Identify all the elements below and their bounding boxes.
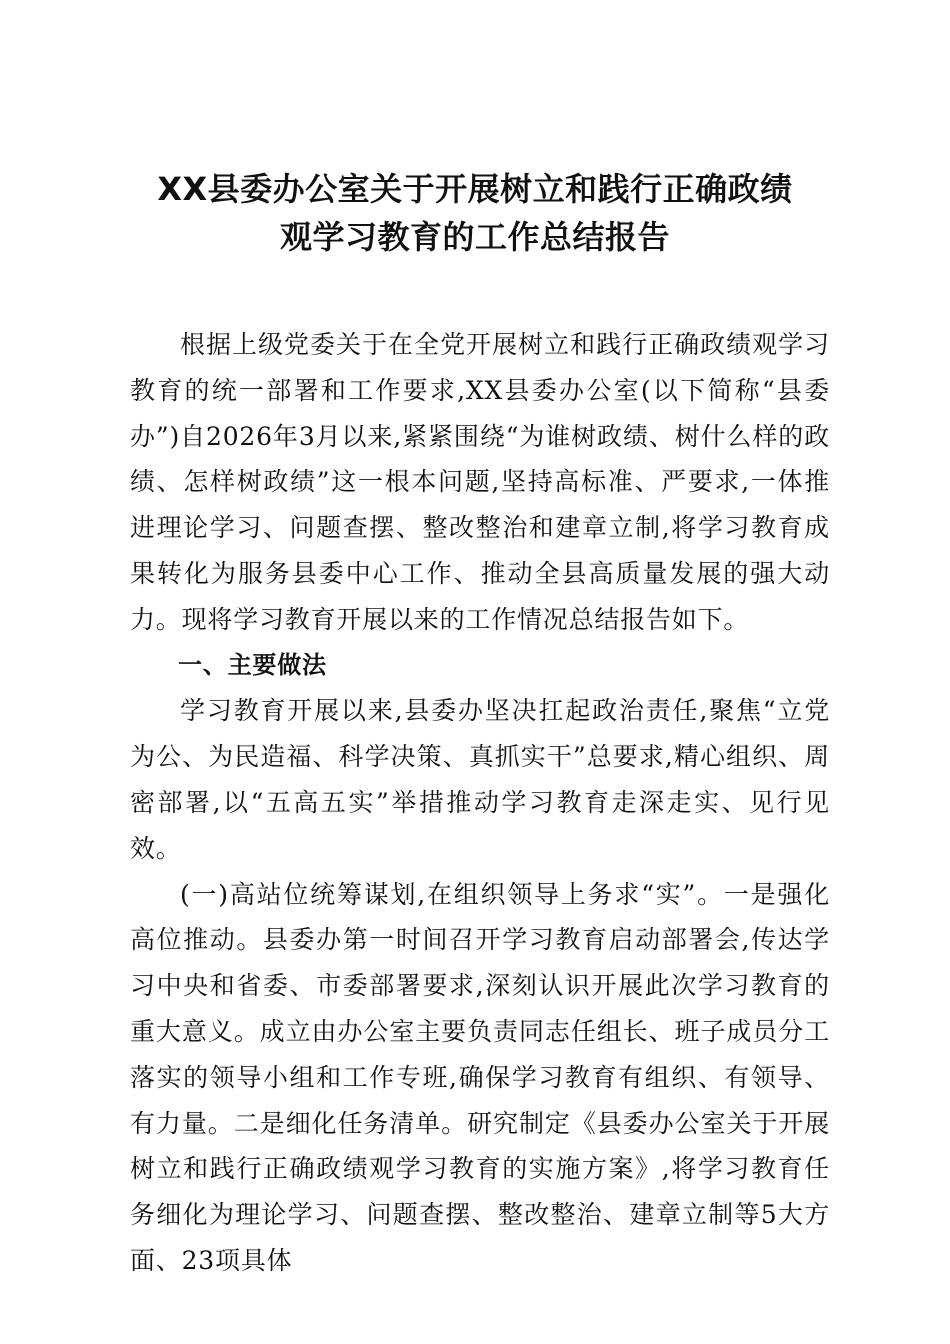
document-title-line-2: 观学习教育的工作总结报告 [279,218,670,256]
section-overview-paragraph: 学习教育开展以来,县委办坚决扛起政治责任,聚焦“立党为公、为民造福、科学决策、真抓实干”总要求,精心组织、周密部署,以“五高五实”举措推动学习教育走深走实、见行见效。 [130,696,830,863]
document-title [120,165,830,261]
document-body [130,322,830,1284]
document-title-line-1: XX县委办公室关于开展树立和践行正确政绩 [157,170,793,208]
subsection-1-paragraph: (一)高站位统筹谋划,在组织领导上务求“实”。一是强化高位推动。县委办第一时间召开学习教育启动部署会,传达学习中央和省委、市委部署要求,深刻认识开展此次学习教育的重大意义。成立由办公室主要负责同志任组长、班子成员分工落实的领导小组和工作专班,确保学习教育有组织、有领导、有力量。二是细化任务清单。研究制定《县委办公室关于开展树立和践行正确政绩观学习教育的实施方案》,将学习教育任务细化为理论学习、问题查摆、整改整治、建章立制等5大方面、23项具体 [130,879,830,1275]
intro-paragraph: 根据上级党委关于在全党开展树立和践行正确政绩观学习教育的统一部署和工作要求,XX县委办公室(以下简称“县委办”)自2026年3月以来,紧紧围绕“为谁树政绩、树什么样的政绩、怎样树政绩”这一根本问题,坚持高标准、严要求,一体推进理论学习、问题查摆、整改整治和建章立制,将学习教育成果转化为服务县委中心工作、推动全县高质量发展的强大动力。现将学习教育开展以来的工作情况总结报告如下。 [130,330,830,634]
section-heading-main-practices: 一、主要做法 [178,650,327,679]
